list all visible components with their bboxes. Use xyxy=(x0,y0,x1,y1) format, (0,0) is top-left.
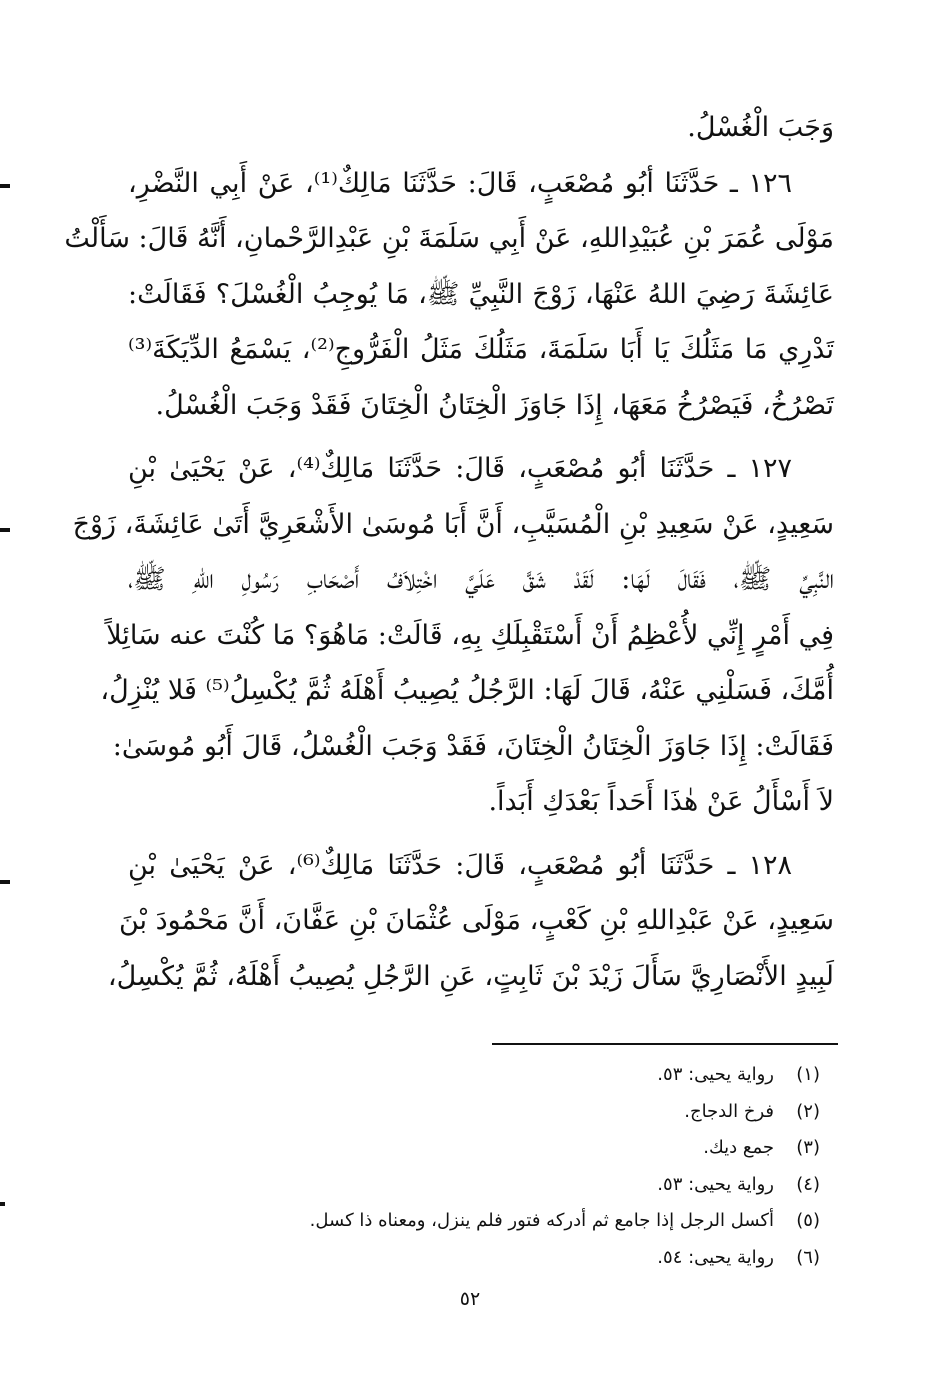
footnote-number: (٥) xyxy=(796,1210,820,1231)
footnote-text: فرخ الدجاج. xyxy=(684,1100,774,1122)
text-line: تَصْرُخُ، فَيَصْرُخُ مَعَهَا، إِذَا جَاوَزَ الْخِتَانُ الْخِتَانَ فَقَدْ وَجَبَ الْغُسْلُ. xyxy=(155,389,834,421)
edge-mark xyxy=(0,184,10,188)
text-line: لاَ أَسْأَلُ عَنْ هٰذَا أَحَداً بَعْدَكِ أَبَداً. xyxy=(488,786,834,817)
footnote-item xyxy=(200,1167,820,1204)
edge-mark xyxy=(0,1202,5,1206)
footnote-number: (٤) xyxy=(796,1173,820,1195)
text-line: النَّبِيِّ ﷺ، فَقَالَ لَهَا: لَقَدْ شَقَّ عَلَيَّ اخْتِلاَفُ أَصْحَابِ رَسُولِ اللهِ ﷺ، xyxy=(128,564,834,595)
paragraph-gap xyxy=(128,433,834,441)
footnote-item xyxy=(200,1057,820,1094)
text-line: لَبِيدٍ الأَنْصَارِيَّ سَأَلَ زَيْدَ بْنَ ثَابِتٍ، عَنِ الرَّجُلِ يُصِيبُ أَهْلَهُ، ثُمَّ يُكْسِلُ، xyxy=(107,960,834,992)
footnote-text: أكسل الرجل إذا جامع ثم أدركه فتور فلم ينزل، ومعناه ذا كسل. xyxy=(309,1210,774,1231)
footnote-text: جمع ديك. xyxy=(703,1137,774,1158)
footnote-text: رواية يحيى: ٥٤. xyxy=(657,1246,774,1268)
footnote-separator xyxy=(492,1043,838,1045)
text-line: سَعِيدٍ، عَنْ عَبْدِاللهِ بْنِ كَعْبٍ، مَوْلَى عُثْمَانَ بْنِ عَفَّانَ، أَنَّ مَحْمُودَ بْنَ xyxy=(118,905,834,936)
text-line: ١٢٦ ـ حَدَّثَنَا أبُو مُصْعَبٍ، قَالَ: حَدَّثَنَا مَالِكٌ⁽¹⁾، عَنْ أَبِي النَّضْرِ، xyxy=(128,167,792,199)
text-line: تَدْرِي مَا مَثَلُكَ يَا أَبَا سَلَمَةَ، مَثَلُكَ مَثَلُ الْفَرُّوجِ⁽²⁾، يَسْمَعُ الدِّيَكَةَ⁽³⁾ xyxy=(128,334,834,365)
text-line: وَجَبَ الْغُسْلُ. xyxy=(687,112,834,143)
footnote-item xyxy=(200,1094,820,1131)
footnote-number: (١) xyxy=(796,1064,820,1085)
page-number: ٥٢ xyxy=(459,1288,481,1310)
text-line: فِي أَمْرٍ إِنِّي لأُعْظِمُ أَنْ أَسْتَقْبِلَكِ بِهِ، قَالَتْ: مَاهُوَ؟ مَا كُنْتَ عنه سَائِلاً xyxy=(106,619,834,651)
text-line: أُمَّكَ، فَسَلْنِي عَنْهُ، قَالَ لَهَا: الرَّجُلُ يُصِيبُ أَهْلَهُ ثُمَّ يُكْسِلُ⁽⁵⁾ فَلا يُنْزِلُ، xyxy=(100,675,834,706)
footnote-text: رواية يحيى: ٥٣. xyxy=(657,1064,774,1085)
text-line: ١٢٧ ـ حَدَّثَنَا أبُو مُصْعَبٍ، قَالَ: حَدَّثَنَا مَالِكٌ⁽⁴⁾، عَنْ يَحْيَىٰ بْنِ xyxy=(128,453,793,484)
edge-mark xyxy=(0,880,10,884)
footnote-number: (٢) xyxy=(796,1100,820,1122)
text-line: مَوْلَى عُمَرَ بْنِ عُبَيْدِاللهِ، عَنْ أَبِي سَلَمَةَ بْنِ عَبْدِالرَّحْمانِ، أَنَّهُ قَالَ: سَأَلْتُ xyxy=(64,223,834,254)
footnote-item xyxy=(200,1203,820,1240)
text-line: سَعِيدٍ، عَنْ سَعِيدِ بْنِ الْمُسَيَّبِ، أَنَّ أَبَا مُوسَىٰ الأَشْعَرِيَّ أَتَىٰ عَائِشَةَ، زَوْجَ xyxy=(72,508,834,540)
paragraph-gap xyxy=(128,830,834,838)
footnote-item xyxy=(200,1240,820,1277)
text-line: عَائِشَةَ رَضِيَ اللهُ عَنْهَا، زَوْجَ النَّبِيِّ ﷺ، مَا يُوجِبُ الْغُسْلَ؟ فَقَالَتْ: xyxy=(128,278,834,310)
footnote-number: (٦) xyxy=(796,1246,820,1268)
footnote-text: رواية يحيى: ٥٣. xyxy=(657,1173,774,1195)
hadith-text xyxy=(64,100,834,1004)
text-line: ١٢٨ ـ حَدَّثَنَا أبُو مُصْعَبٍ، قَالَ: حَدَّثَنَا مَالِكٌ⁽⁶⁾، عَنْ يَحْيَىٰ بْنِ xyxy=(128,849,793,881)
footnotes xyxy=(200,1057,820,1276)
footnote-number: (٣) xyxy=(796,1137,820,1158)
text-line: فَقَالَتْ: إِذَا جَاوَزَ الْخِتَانُ الْخِتَانَ، فَقَدْ وَجَبَ الْغُسْلُ، قَالَ أَبُو مُوسَىٰ: xyxy=(112,730,834,762)
edge-mark xyxy=(0,528,10,532)
footnote-item xyxy=(200,1130,820,1167)
